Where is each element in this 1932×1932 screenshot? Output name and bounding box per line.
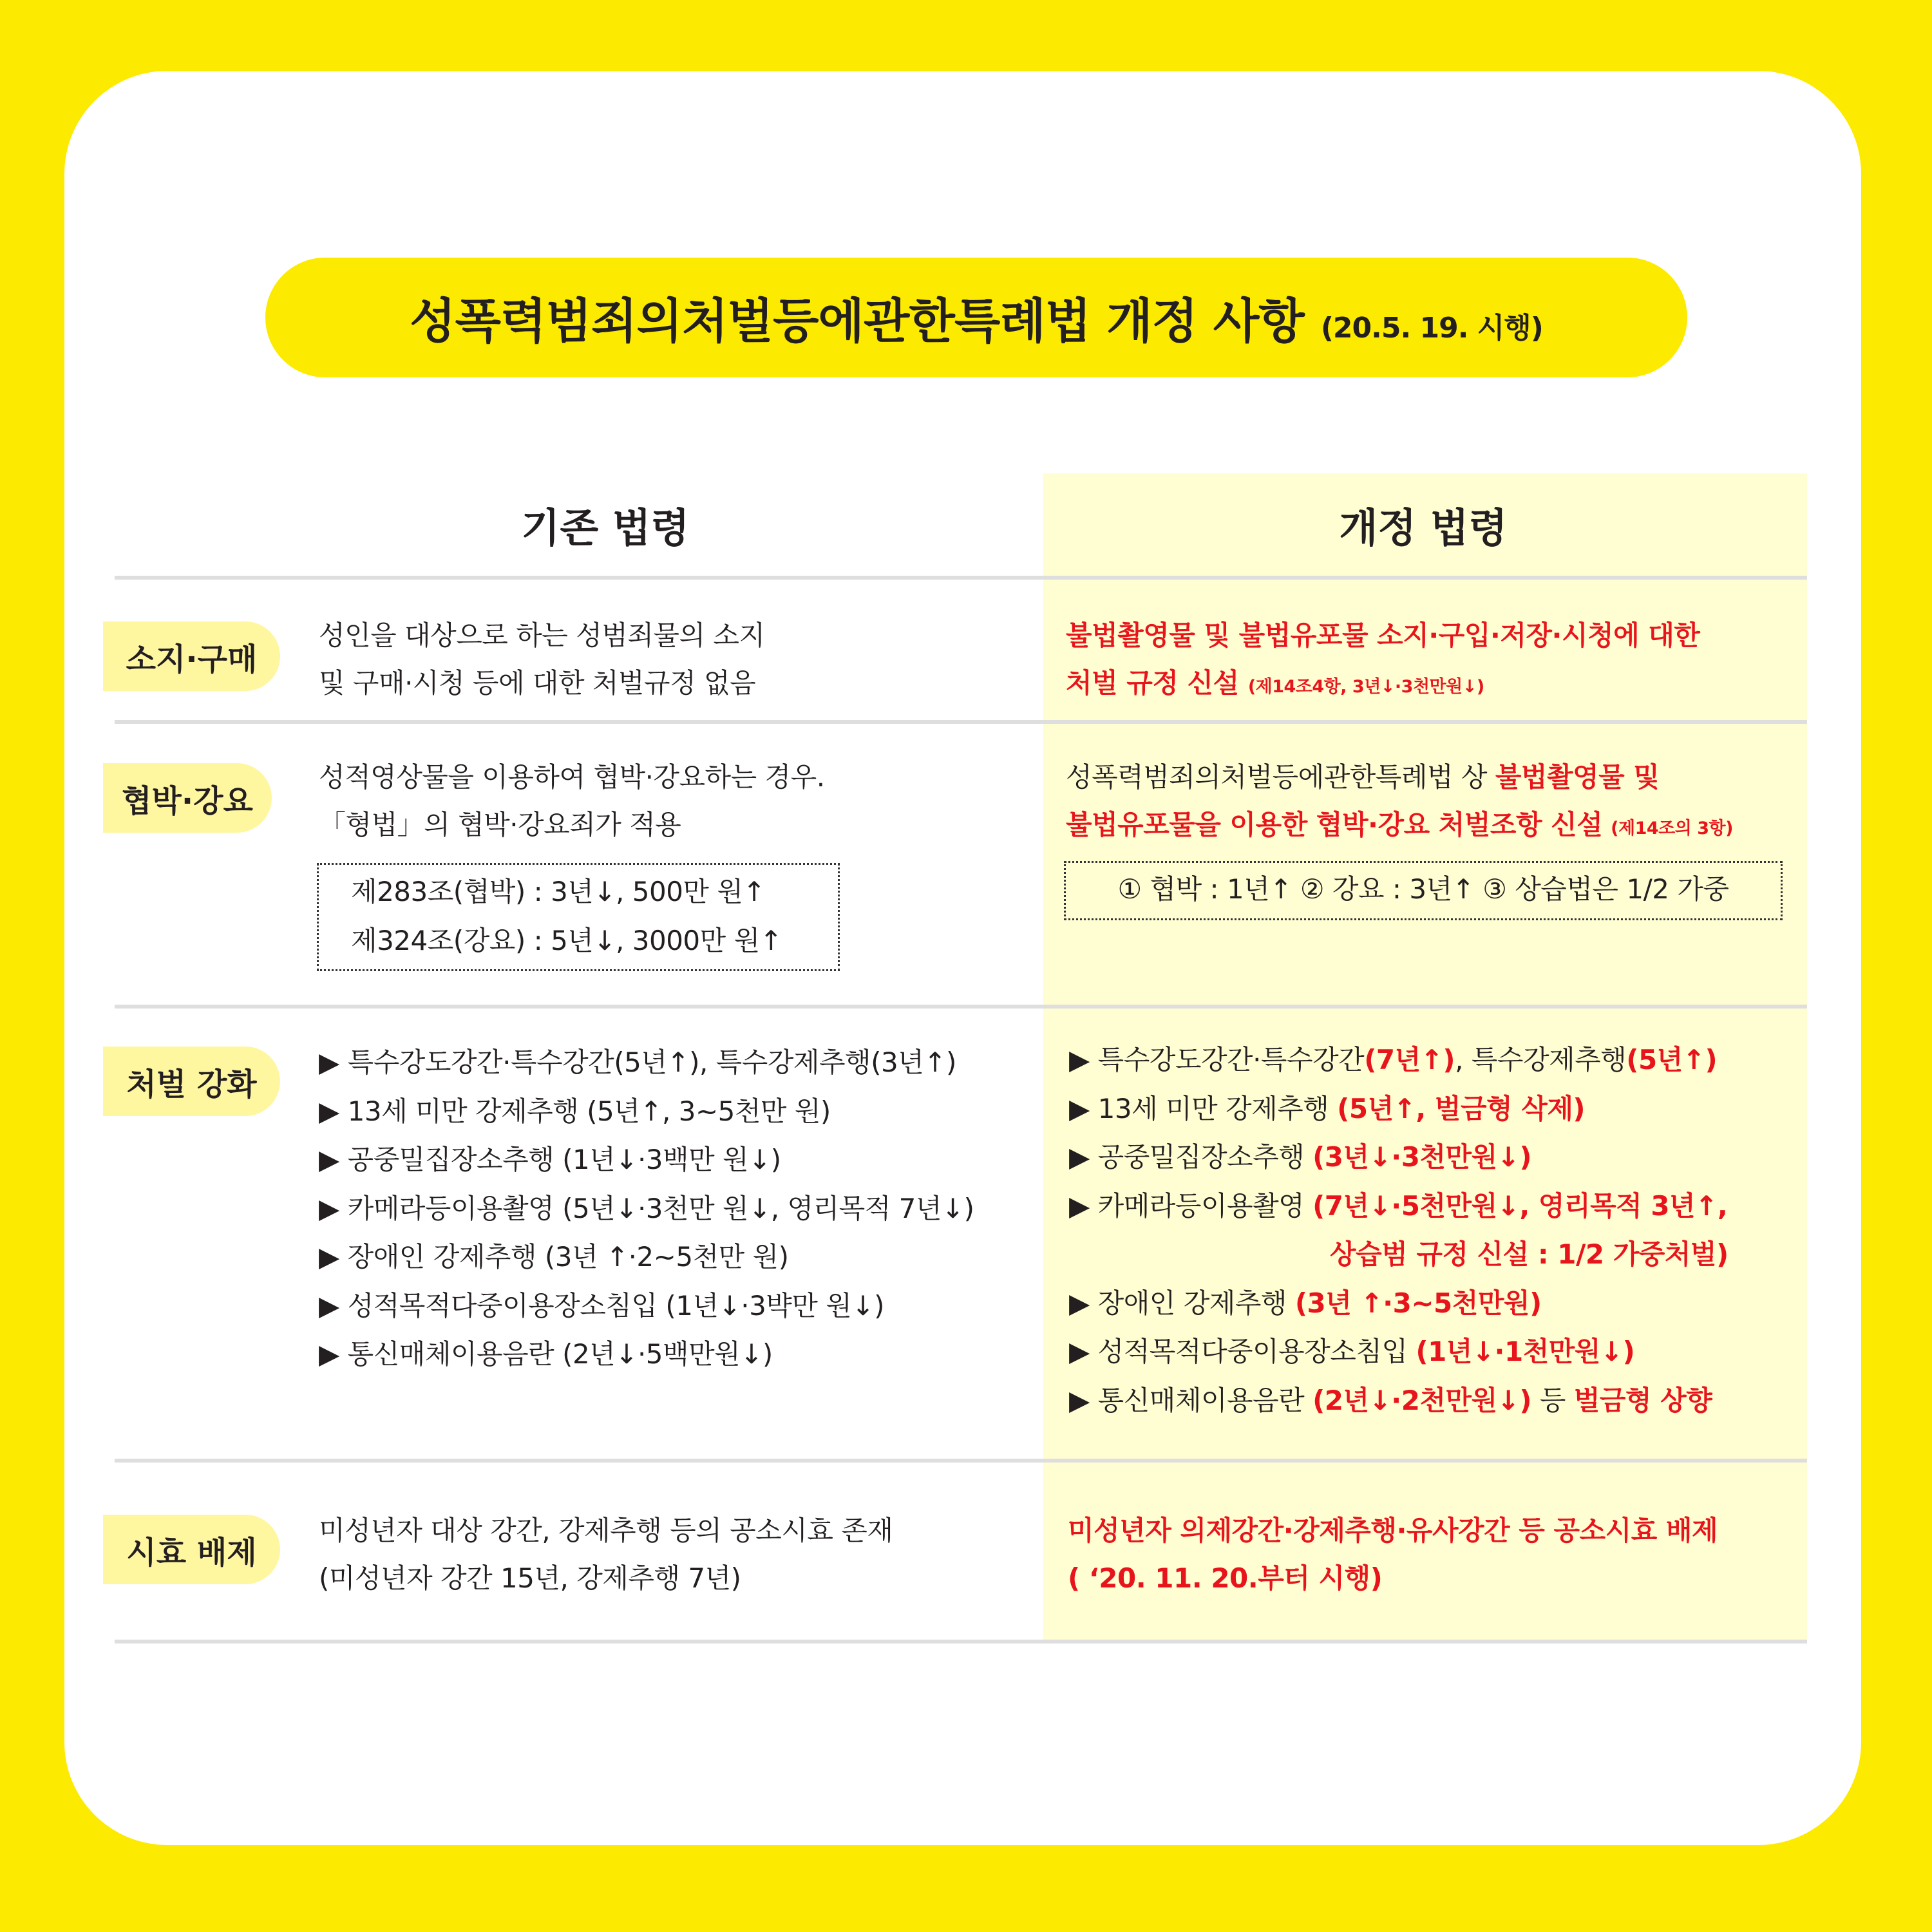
- text-line: 미성년자 의제강간·강제추행·유사강간 등 공소시효 배제: [1068, 1515, 1718, 1546]
- list-item: ▶ 통신매체이용음란 (2년↓·5백만원↓): [319, 1338, 773, 1370]
- divider: [115, 576, 1807, 580]
- old-law-coercion: [319, 753, 825, 849]
- new-law-coercion: [1066, 753, 1733, 853]
- new-law-penalty-box: ① 협박 : 1년↑ ② 강요 : 3년↑ ③ 상습법은 1/2 가중: [1064, 861, 1783, 920]
- old-law-punishment-list: [319, 1038, 974, 1379]
- text-line: 불법유포물을 이용한 협박·강요 처벌조항 신설: [1066, 809, 1603, 840]
- text-line: 불법촬영물 및 불법유포물 소지·구입·저장·시청에 대한: [1066, 620, 1700, 651]
- new-law-statute-limitation: [1068, 1507, 1718, 1602]
- divider: [115, 720, 1807, 724]
- list-item: ▶ 카메라등이용촬영 (5년↓·3천만 원↓, 영리목적 7년↓): [319, 1192, 974, 1224]
- list-item: ▶ 특수강도강간·특수강간(5년↑), 특수강제추행(3년↑): [319, 1046, 956, 1078]
- list-item: ▶ 성적목적다중이용장소침입 (1년↓·3뱍만 원↓): [319, 1289, 884, 1321]
- column-header-new-law: 개정 법령: [1339, 504, 1508, 551]
- old-law-statute-limitation: [319, 1507, 893, 1602]
- effective-date: (20.5. 19. 시행): [1320, 312, 1543, 345]
- text-line: 제283조(협박) : 3년↓, 500만 원↑: [351, 876, 766, 907]
- list-item: ▶ 13세 미만 강제추행 (5년↑, 3~5천만 원): [319, 1095, 831, 1127]
- text-line: 미성년자 대상 강간, 강제추행 등의 공소시효 존재: [319, 1515, 893, 1546]
- old-law-possession: [319, 612, 765, 707]
- list-item: ▶ 통신매체이용음란 (2년↓·2천만원↓) 등 벌금형 상향: [1069, 1384, 1712, 1416]
- new-law-punishment-list: [1069, 1036, 1728, 1425]
- list-item: ▶ 공중밀집장소추행 (3년↓·3천만원↓): [1069, 1141, 1532, 1173]
- text-line: 처벌 규정 신설: [1066, 667, 1239, 699]
- list-item: ▶ 성적목적다중이용장소침입 (1년↓·1천만원↓): [1069, 1336, 1635, 1367]
- text-line: 제324조(강요) : 5년↓, 3000만 원↑: [351, 925, 782, 956]
- text-line: 및 구매·시청 등에 대한 처벌규정 없음: [319, 667, 756, 699]
- text-line: 성폭력범죄의처벌등에관한특례법 상: [1066, 761, 1495, 793]
- list-item: ▶ 특수강도강간·특수강간(7년↑), 특수강제추행(5년↑): [1069, 1044, 1718, 1075]
- list-item: ▶ 장애인 강제추행 (3년 ↑·3~5천만원): [1069, 1287, 1542, 1319]
- article-note: (제14조의 3항): [1611, 819, 1733, 838]
- new-law-possession: [1066, 612, 1700, 711]
- divider: [115, 1005, 1807, 1009]
- old-law-penalty-box: [317, 863, 840, 971]
- text-line: 성인을 대상으로 하는 성범죄물의 소지: [319, 620, 765, 651]
- list-item: ▶ 장애인 강제추행 (3년 ↑·2~5천만 원): [319, 1241, 789, 1273]
- row-tag-statute-limitation: 시효 배제: [103, 1515, 280, 1584]
- page-title: 성폭력범죄의처벌등에관한특례법 개정 사항: [410, 294, 1304, 349]
- list-item: ▶ 공중밀집장소추행 (1년↓·3백만 원↓): [319, 1144, 781, 1175]
- text-line: ( ‘20. 11. 20.부터 시행): [1068, 1562, 1383, 1594]
- row-tag-stronger-punishment: 처벌 강화: [103, 1046, 280, 1116]
- row-tag-coercion: 협박·강요: [103, 763, 272, 833]
- text-line: 성적영상물을 이용하여 협박·강요하는 경우.: [319, 761, 825, 793]
- divider: [115, 1459, 1807, 1463]
- list-item: ▶ 13세 미만 강제추행 (5년↑, 벌금형 삭제): [1069, 1092, 1586, 1124]
- text-line: 「형법」의 협박·강요죄가 적용: [319, 809, 681, 840]
- text-line: 불법촬영물 및: [1495, 761, 1660, 793]
- divider: [115, 1640, 1807, 1643]
- list-item: ▶ 카메라등이용촬영 (7년↓·5천만원↓, 영리목적 3년↑,: [1069, 1189, 1728, 1222]
- article-note: (제14조4항, 3년↓·3천만원↓): [1247, 677, 1484, 697]
- row-tag-possession: 소지·구매: [103, 621, 280, 691]
- list-item: 상습범 규정 신설 : 1/2 가중처벌): [1330, 1238, 1728, 1270]
- column-header-old-law: 기존 법령: [521, 504, 690, 551]
- text-line: (미성년자 강간 15년, 강제추행 7년): [319, 1562, 741, 1594]
- title-banner: [265, 258, 1687, 377]
